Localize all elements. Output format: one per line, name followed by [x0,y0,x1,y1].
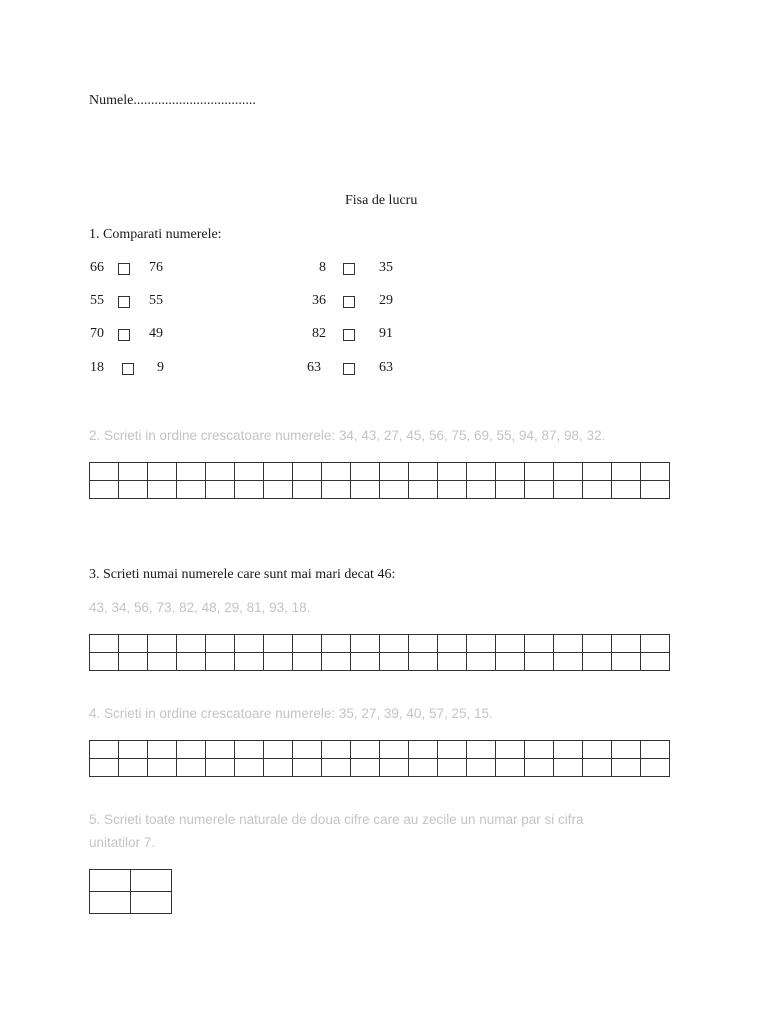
grid-cell[interactable] [206,759,235,777]
compare-right-number: 76 [149,260,163,275]
compare-right-number: 91 [379,326,393,341]
grid-cell[interactable] [90,892,131,914]
grid-cell[interactable] [148,759,177,777]
grid-cell[interactable] [583,759,612,777]
grid-cell[interactable] [148,481,177,499]
grid-cell[interactable] [496,741,525,759]
grid-row [90,759,670,777]
worksheet-title: Fisa de lucru [345,193,418,208]
grid-cell[interactable] [264,463,293,481]
grid-cell[interactable] [293,635,322,653]
compare-answer-box[interactable] [118,296,130,308]
grid-cell[interactable] [380,635,409,653]
grid-cell[interactable] [380,653,409,671]
compare-answer-box[interactable] [343,296,355,308]
grid-row [90,481,670,499]
grid-row [90,635,670,653]
grid-cell[interactable] [322,741,351,759]
grid-cell[interactable] [438,759,467,777]
compare-answer-box[interactable] [343,329,355,341]
grid-cell[interactable] [235,759,264,777]
grid-cell[interactable] [583,463,612,481]
grid-cell[interactable] [119,635,148,653]
grid-cell[interactable] [148,635,177,653]
grid-cell[interactable] [351,635,380,653]
grid-cell[interactable] [438,481,467,499]
compare-left-number: 70 [90,326,104,341]
grid-cell[interactable] [90,653,119,671]
grid-cell[interactable] [641,759,670,777]
grid-cell[interactable] [177,463,206,481]
grid-cell[interactable] [409,481,438,499]
compare-left-number: 66 [90,260,104,275]
compare-left-number: 63 [307,360,321,375]
grid-cell[interactable] [235,463,264,481]
grid-cell[interactable] [235,653,264,671]
grid-cell[interactable] [322,635,351,653]
exercise-5-label-line-2: unitatilor 7. [89,835,156,850]
grid-cell[interactable] [438,741,467,759]
grid-cell[interactable] [264,653,293,671]
grid-cell[interactable] [612,741,641,759]
compare-right-number: 55 [149,293,163,308]
grid-cell[interactable] [496,463,525,481]
grid-cell[interactable] [206,463,235,481]
grid-cell[interactable] [612,635,641,653]
compare-left-number: 18 [90,360,104,375]
grid-cell[interactable] [293,741,322,759]
grid-cell[interactable] [322,481,351,499]
grid-cell[interactable] [131,892,172,914]
grid-cell[interactable] [525,653,554,671]
compare-right-number: 49 [149,326,163,341]
grid-cell[interactable] [612,463,641,481]
grid-cell[interactable] [264,741,293,759]
grid-cell[interactable] [293,481,322,499]
grid-cell[interactable] [467,481,496,499]
grid-cell[interactable] [583,635,612,653]
grid-cell[interactable] [380,481,409,499]
grid-cell[interactable] [351,463,380,481]
grid-cell[interactable] [525,741,554,759]
grid-cell[interactable] [525,463,554,481]
grid-cell[interactable] [90,870,131,892]
compare-right-number: 63 [379,360,393,375]
grid-cell[interactable] [206,741,235,759]
grid-cell[interactable] [438,463,467,481]
grid-cell[interactable] [351,653,380,671]
grid-cell[interactable] [496,653,525,671]
compare-right-number: 29 [379,293,393,308]
grid-cell[interactable] [409,741,438,759]
grid-cell[interactable] [177,653,206,671]
compare-left-number: 36 [312,293,326,308]
grid-cell[interactable] [322,759,351,777]
grid-cell[interactable] [177,635,206,653]
grid-cell[interactable] [206,635,235,653]
grid-cell[interactable] [380,463,409,481]
grid-cell[interactable] [119,653,148,671]
grid-cell[interactable] [641,481,670,499]
grid-cell[interactable] [235,481,264,499]
grid-cell[interactable] [148,463,177,481]
grid-cell[interactable] [641,653,670,671]
grid-cell[interactable] [438,653,467,671]
grid-row [90,892,172,914]
compare-answer-box[interactable] [343,363,355,375]
grid-cell[interactable] [351,481,380,499]
grid-cell[interactable] [409,635,438,653]
answer-grid-ex4[interactable] [89,740,670,777]
grid-cell[interactable] [131,870,172,892]
grid-cell[interactable] [119,481,148,499]
compare-right-number: 9 [157,360,164,375]
grid-cell[interactable] [119,741,148,759]
grid-cell[interactable] [380,741,409,759]
grid-cell[interactable] [641,741,670,759]
compare-left-number: 55 [90,293,104,308]
exercise-2-label: 2. Scrieti in ordine crescatoare numerele: 34, 43, 27, 45, 56, 75, 69, 55, 94, 87, 98, 32. [89,428,606,443]
compare-answer-box[interactable] [343,263,355,275]
answer-grid-ex2[interactable] [89,462,670,499]
grid-cell[interactable] [177,759,206,777]
grid-cell[interactable] [612,759,641,777]
grid-cell[interactable] [90,635,119,653]
grid-cell[interactable] [293,759,322,777]
grid-cell[interactable] [583,481,612,499]
compare-right-number: 35 [379,260,393,275]
grid-cell[interactable] [177,481,206,499]
grid-cell[interactable] [467,463,496,481]
grid-cell[interactable] [467,635,496,653]
grid-cell[interactable] [264,635,293,653]
answer-grid-ex3[interactable] [89,634,670,671]
grid-cell[interactable] [119,759,148,777]
name-field-label: Numele................................... [89,93,256,108]
answer-grid-ex5[interactable] [89,869,172,914]
grid-cell[interactable] [641,635,670,653]
grid-cell[interactable] [148,653,177,671]
grid-cell[interactable] [496,759,525,777]
grid-cell[interactable] [90,481,119,499]
grid-cell[interactable] [409,759,438,777]
grid-cell[interactable] [90,463,119,481]
grid-cell[interactable] [496,481,525,499]
compare-answer-box[interactable] [118,263,130,275]
grid-cell[interactable] [351,759,380,777]
compare-answer-box[interactable] [122,363,134,375]
grid-cell[interactable] [467,759,496,777]
grid-cell[interactable] [612,653,641,671]
grid-cell[interactable] [554,653,583,671]
compare-left-number: 8 [319,260,326,275]
compare-answer-box[interactable] [118,329,130,341]
grid-cell[interactable] [177,741,206,759]
grid-cell[interactable] [264,759,293,777]
grid-cell[interactable] [554,741,583,759]
grid-cell[interactable] [467,653,496,671]
grid-row [90,653,670,671]
grid-cell[interactable] [496,635,525,653]
grid-cell[interactable] [583,653,612,671]
grid-cell[interactable] [583,741,612,759]
exercise-5-label-line-1: 5. Scrieti toate numerele naturale de doua cifre care au zecile un numar par si cifra [89,812,584,827]
grid-cell[interactable] [322,653,351,671]
grid-cell[interactable] [554,463,583,481]
grid-row [90,870,172,892]
grid-cell[interactable] [90,741,119,759]
grid-cell[interactable] [293,463,322,481]
grid-cell[interactable] [525,759,554,777]
grid-cell[interactable] [467,741,496,759]
exercise-3-numbers: 43, 34, 56, 73, 82, 48, 29, 81, 93, 18. [89,600,311,615]
exercise-3-label: 3. Scrieti numai numerele care sunt mai mari decat 46: [89,567,396,582]
grid-cell[interactable] [409,463,438,481]
grid-cell[interactable] [235,635,264,653]
grid-cell[interactable] [409,653,438,671]
grid-cell[interactable] [119,463,148,481]
grid-cell[interactable] [206,481,235,499]
exercise-1-label: 1. Comparati numerele: [89,227,222,242]
grid-cell[interactable] [380,759,409,777]
grid-row [90,463,670,481]
exercise-4-label: 4. Scrieti in ordine crescatoare numerele: 35, 27, 39, 40, 57, 25, 15. [89,706,493,721]
grid-cell[interactable] [554,635,583,653]
compare-left-number: 82 [312,326,326,341]
grid-cell[interactable] [612,481,641,499]
grid-cell[interactable] [206,653,235,671]
grid-cell[interactable] [351,741,380,759]
grid-cell[interactable] [322,463,351,481]
grid-cell[interactable] [525,635,554,653]
grid-cell[interactable] [641,463,670,481]
grid-cell[interactable] [438,635,467,653]
grid-cell[interactable] [148,741,177,759]
grid-cell[interactable] [90,759,119,777]
grid-cell[interactable] [525,481,554,499]
grid-cell[interactable] [235,741,264,759]
grid-cell[interactable] [554,759,583,777]
grid-cell[interactable] [293,653,322,671]
grid-cell[interactable] [554,481,583,499]
grid-row [90,741,670,759]
grid-cell[interactable] [264,481,293,499]
